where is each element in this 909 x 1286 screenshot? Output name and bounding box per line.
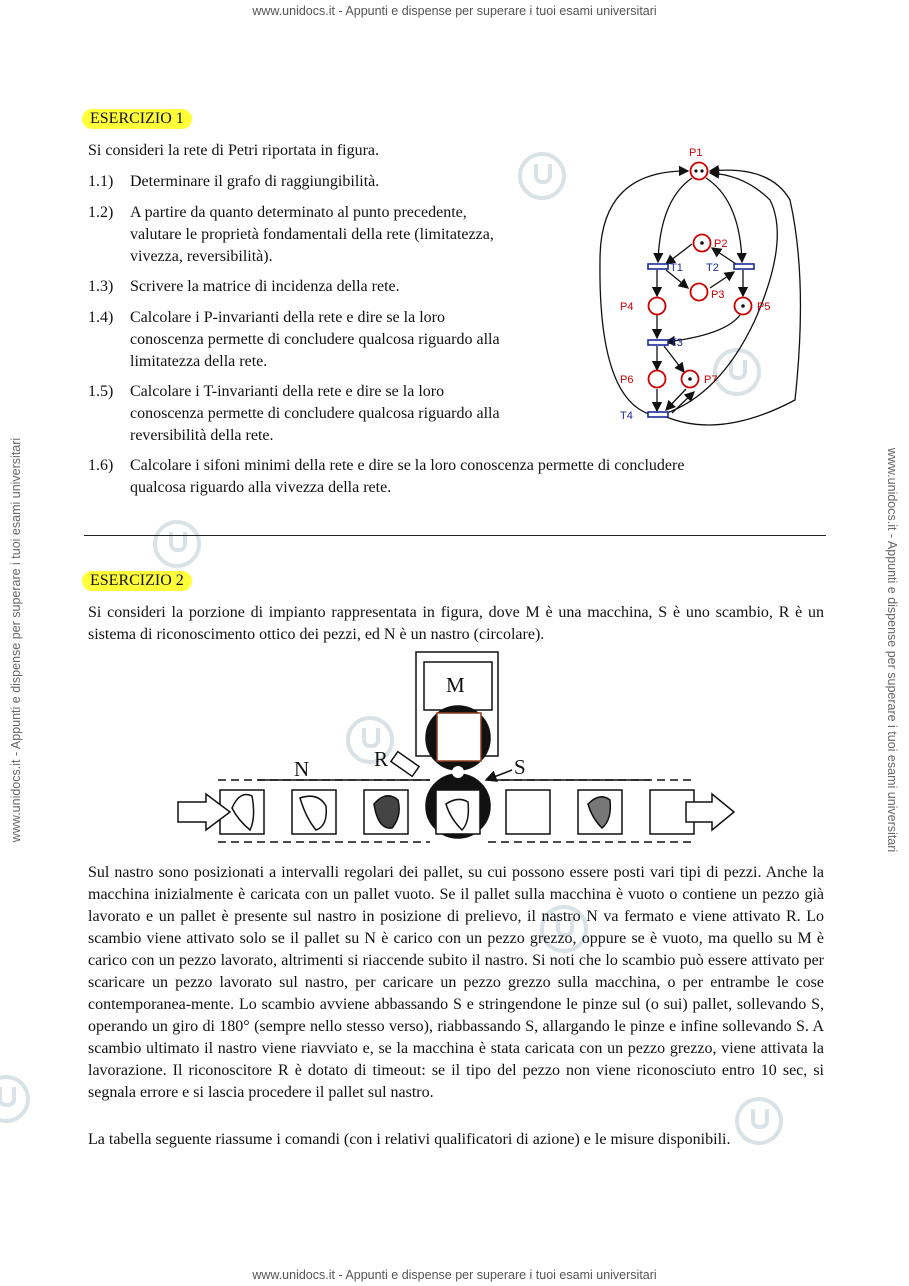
item-line: Scrivere la matrice di incidenza della rete. xyxy=(130,278,400,295)
place-p1 xyxy=(691,163,708,180)
item-line: conoscenza permette di concludere qualcosa riguardo alla xyxy=(130,331,500,348)
item-line: reversibilità della rete. xyxy=(130,427,274,444)
place-p6 xyxy=(649,371,666,388)
item-number: 1.2) xyxy=(88,204,114,221)
item-line: conoscenza permette di concludere qualcosa riguardo alla xyxy=(130,405,500,422)
label-t4: T4 xyxy=(620,410,633,422)
exercise2-body: Sul nastro sono posizionati a intervalli regolari dei pallet, su cui possono essere posti vari tipi di pezzi. Anche la macchina inizialmente è caricata con un pallet vuoto. Se il pallet sulla macchina è vuoto o contiene un pezzo già lavorato e un pallet è presente sul nastro in posizione di prelievo, il nastro N va fermato e viene attivato R. Lo scambio viene attivato solo se il pallet su N è carico con un pezzo grezzo, oppure se è vuoto, ma quello su M è carico con un pezzo lavorato, altrimenti si riaccende subito il nastro. Si noti che lo scambio può essere attivato per scaricare un pezzo lavorato sul nastro, per caricare un pezzo grezzo sulla macchina, o per entrambe le cose contemporanea-mente. Lo scambio avviene abbassando S e stringendone le pinze sul (o sui) pallet, sollevando S, operando un giro di 180° (sempre nello stesso verso), riabbassando S, allargando le pinze e infine sollevando S. A scambio ultimato il nastro viene riavviato e, se la macchina è stata caricata con un pezzo grezzo, viene attivata la lavorazione. Il riconoscitore R è dotato di timeout: se il tipo del pezzo non viene riconosciuto entro 10 sec, si segnala errore e si lascia procedere il pallet sul nastro. xyxy=(88,864,824,1101)
transition-t4 xyxy=(648,412,668,417)
label-p6: P6 xyxy=(620,374,634,386)
watermark-logo-icon xyxy=(153,520,201,568)
exercise1-intro: Si consideri la rete di Petri riportata in figura. xyxy=(88,142,380,159)
item-line: A partire da quanto determinato al punto precedente, xyxy=(130,204,467,221)
label-p4: P4 xyxy=(620,301,634,313)
exercise2-closing: La tabella seguente riassume i comandi (con i relativi qualificatori di azione) e le misure disponibili. xyxy=(88,1131,731,1148)
watermark-logo-icon xyxy=(518,152,566,200)
item-line: qualcosa riguardo alla vivezza della rete. xyxy=(130,479,392,496)
watermark-banner-bottom: www.unidocs.it - Appunti e dispense per superare i tuoi esami universitari xyxy=(252,1268,657,1282)
transition-t3 xyxy=(648,340,668,345)
label-t3: T3 xyxy=(670,337,683,349)
watermark-side-left: www.unidocs.it - Appunti e dispense per superare i tuoi esami universitari xyxy=(9,437,23,843)
exercise2-heading: ESERCIZIO 2 xyxy=(82,571,192,591)
petri-net-diagram xyxy=(590,140,810,430)
item-number: 1.6) xyxy=(88,457,114,474)
item-line: Calcolare i sifoni minimi della rete e dire se la loro conoscenza permette di concludere xyxy=(130,457,685,474)
watermark-logo-icon xyxy=(0,1075,30,1123)
item-number: 1.1) xyxy=(88,173,114,190)
label-t1: T1 xyxy=(670,262,683,274)
item-line: valutare le proprietà fondamentali della rete (limitatezza, xyxy=(130,226,494,243)
exercise2-intro: Si consideri la porzione di impianto rappresentata in figura, dove M è una macchina, S è uno scambio, R è un sistema di riconoscimento ottico dei pezzi, ed N è un nastro (circolare). xyxy=(88,604,824,643)
plant-diagram xyxy=(170,650,740,850)
item-line: Calcolare i T-invarianti della rete e dire se la loro xyxy=(130,383,445,400)
label-m: M xyxy=(446,673,465,697)
item-line: Calcolare i P-invarianti della rete e dire se la loro xyxy=(130,309,445,326)
label-p3: P3 xyxy=(711,289,725,301)
label-p2: P2 xyxy=(714,238,728,250)
section-divider xyxy=(84,535,826,536)
place-p4 xyxy=(649,298,666,315)
label-r: R xyxy=(374,747,389,771)
place-p3 xyxy=(691,284,708,301)
label-p7: P7 xyxy=(704,374,718,386)
label-s: S xyxy=(514,755,526,779)
pallet xyxy=(436,790,480,834)
pallet xyxy=(506,790,550,834)
item-line: limitatezza della rete. xyxy=(130,353,268,370)
exercise1-heading: ESERCIZIO 1 xyxy=(82,109,192,129)
item-number: 1.5) xyxy=(88,383,114,400)
item-line: Determinare il grafo di raggiungibilità. xyxy=(130,173,380,190)
transition-t2 xyxy=(734,264,754,269)
item-number: 1.4) xyxy=(88,309,114,326)
watermark-side-right: www.unidocs.it - Appunti e dispense per superare i tuoi esami universitari xyxy=(885,447,899,853)
transition-t1 xyxy=(648,264,668,269)
item-number: 1.3) xyxy=(88,278,114,295)
label-p5: P5 xyxy=(757,301,771,313)
label-t2: T2 xyxy=(706,262,719,274)
item-line: vivezza, reversibilità). xyxy=(130,248,273,265)
label-p1: P1 xyxy=(689,147,703,159)
watermark-banner-top: www.unidocs.it - Appunti e dispense per superare i tuoi esami universitari xyxy=(252,4,657,18)
reader-r xyxy=(391,752,419,777)
label-n: N xyxy=(294,757,310,781)
